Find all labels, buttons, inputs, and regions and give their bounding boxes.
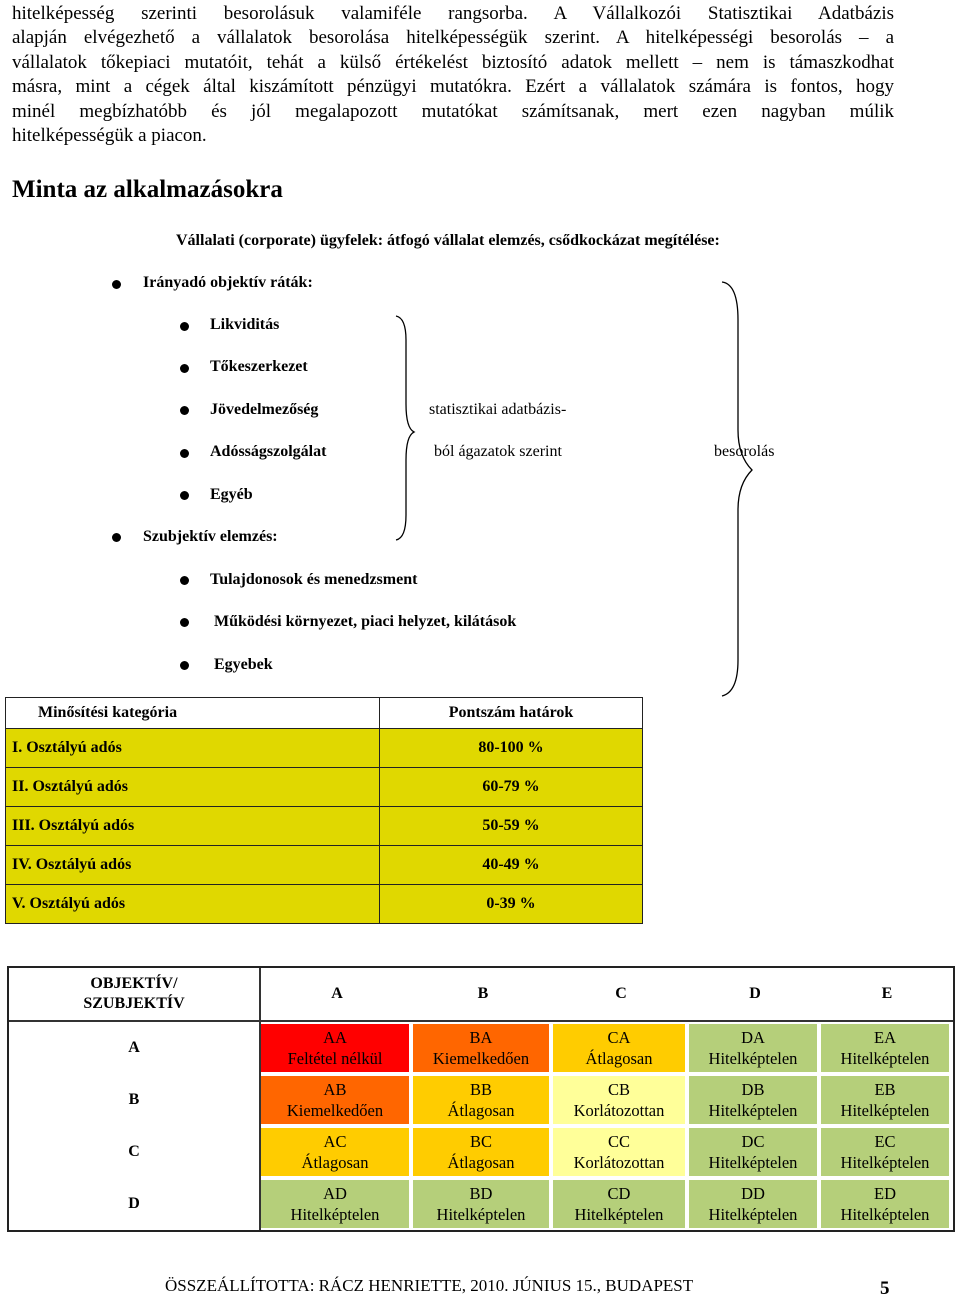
objective-item: Adósságszolgálat (210, 443, 327, 460)
matrix-cell (413, 1074, 553, 1126)
cell-code: DD (741, 1184, 765, 1203)
matrix-cell (689, 1074, 821, 1126)
footer-credit (165, 1276, 693, 1296)
objective-item: Egyéb (210, 486, 253, 503)
header-category: Minősítési kategória (6, 698, 380, 729)
matrix-cell-box (553, 1180, 685, 1228)
cell-code: DA (741, 1028, 765, 1047)
matrix-col-header: D (689, 968, 821, 1022)
cell-text: Hitelképtelen (840, 1205, 930, 1224)
matrix-cell (413, 1126, 553, 1178)
score-cell: 0-39 % (380, 885, 643, 924)
category-cell: II. Osztályú adós (6, 768, 380, 807)
subjective-item: Működési környezet, piaci helyzet, kilátások (214, 613, 517, 630)
matrix-cell (553, 1126, 689, 1178)
cell-code: EB (874, 1080, 896, 1099)
cell-code: AD (323, 1184, 347, 1203)
objective-label: Irányadó objektív ráták: (143, 274, 313, 291)
matrix-cell (821, 1126, 953, 1178)
rating-matrix (7, 966, 955, 1232)
cell-text: Átlagosan (447, 1153, 515, 1172)
cell-text: Hitelképtelen (708, 1153, 798, 1172)
matrix-cell-box (689, 1128, 817, 1176)
matrix-cell (821, 1022, 953, 1074)
intro-line: hitelképesség szerinti besorolásuk valamiféle rangsorba. A Vállalkozói Statisztikai Adatbázis (12, 3, 894, 24)
matrix-row-label: D (9, 1178, 261, 1230)
right-brace (722, 282, 752, 696)
cell-code: EC (874, 1132, 896, 1151)
score-cell: 80-100 % (380, 729, 643, 768)
matrix-cell (821, 1178, 953, 1230)
result-label: besorolás (714, 443, 775, 460)
matrix-cell-box (413, 1128, 549, 1176)
matrix-cell (261, 1074, 413, 1126)
cell-code: ED (874, 1184, 896, 1203)
subjective-item: Egyebek (214, 656, 273, 673)
matrix-row (9, 1126, 953, 1178)
cell-code: AA (323, 1028, 347, 1047)
table-header-row (6, 698, 643, 729)
cell-code: BB (469, 1080, 492, 1099)
matrix-col-header: B (413, 968, 553, 1022)
cell-text: Hitelképtelen (574, 1205, 664, 1224)
cell-code: BD (469, 1184, 493, 1203)
score-cell: 40-49 % (380, 846, 643, 885)
cell-text: Korlátozottan (573, 1153, 665, 1172)
header-score: Pontszám határok (380, 698, 643, 729)
cell-code: CD (607, 1184, 631, 1203)
score-cell: 50-59 % (380, 807, 643, 846)
cell-text: Hitelképtelen (708, 1101, 798, 1120)
matrix-cell-box (553, 1076, 685, 1124)
intro-line: hitelképességük a piacon. (12, 125, 207, 147)
intro-line: másra, mint a cégek által kiszámított pénzügyi mutatókra. Ezért a vállalatok számára is fontos, hogy (12, 76, 894, 98)
matrix-cell-box (821, 1180, 949, 1228)
cell-text: Hitelképtelen (840, 1153, 930, 1172)
cell-text: Kiemelkedően (286, 1101, 384, 1120)
subjective-label: Szubjektív elemzés: (143, 528, 278, 545)
matrix-cell (689, 1126, 821, 1178)
matrix-row (9, 1178, 953, 1230)
objective-item: Tőkeszerkezet (210, 358, 308, 375)
matrix-cell-box (553, 1024, 685, 1072)
category-cell: IV. Osztályú adós (6, 846, 380, 885)
corner-line: OBJEKTÍV/ (90, 975, 178, 992)
subjective-item: Tulajdonosok és menedzsment (210, 571, 418, 588)
rating-table (5, 697, 643, 924)
matrix-row-label: B (9, 1074, 261, 1126)
cell-code: BA (469, 1028, 493, 1047)
matrix-cell-box (689, 1024, 817, 1072)
category-cell: III. Osztályú adós (6, 807, 380, 846)
matrix-cell (261, 1022, 413, 1074)
matrix-header-row (9, 968, 953, 1022)
matrix-cell-box (413, 1024, 549, 1072)
cell-text: Hitelképtelen (436, 1205, 526, 1224)
intro-line: alapján elvégezhető a vállalatok besorolása hitelképességük szerint. A hitelképességi besorolás – a (12, 27, 894, 49)
page-number: 5 (880, 1278, 890, 1299)
stat-text-line2: ból ágazatok szerint (434, 443, 562, 460)
matrix-cell-box (261, 1128, 409, 1176)
matrix-cell-box (261, 1076, 409, 1124)
matrix-cell (553, 1074, 689, 1126)
section-heading: Minta az alkalmazásokra (12, 176, 283, 203)
cell-code: AC (323, 1132, 347, 1151)
objective-item: Likviditás (210, 316, 280, 333)
cell-text: Átlagosan (301, 1153, 369, 1172)
table-row (6, 846, 643, 885)
table-row (6, 768, 643, 807)
table-row (6, 729, 643, 768)
cell-code: DB (741, 1080, 765, 1099)
matrix-cell (689, 1022, 821, 1074)
table-row (6, 885, 643, 924)
cell-text: Átlagosan (585, 1049, 653, 1068)
matrix-cell (261, 1178, 413, 1230)
category-cell: V. Osztályú adós (6, 885, 380, 924)
matrix-cell (553, 1022, 689, 1074)
intro-line: vállalatok tőkepiaci mutatóit, tehát a külső értékelést biztosító adatok mellett – nem is támaszkodhat (12, 51, 894, 73)
matrix-cell (821, 1074, 953, 1126)
table-row (6, 807, 643, 846)
matrix-cell-box (821, 1076, 949, 1124)
matrix-cell (413, 1022, 553, 1074)
matrix-cell-box (553, 1128, 685, 1176)
cell-code: DC (741, 1132, 765, 1151)
matrix-cell-box (413, 1180, 549, 1228)
cell-code: BC (469, 1132, 492, 1151)
matrix-cell-box (261, 1024, 409, 1072)
stat-text-line1: statisztikai adatbázis- (429, 401, 567, 418)
cell-text: Hitelképtelen (840, 1101, 930, 1120)
matrix-row (9, 1022, 953, 1074)
intro-line: minél megbízhatóbb és jól megalapozott mutatókat számítsanak, mert ezen nagyban múlik (12, 100, 894, 122)
cell-code: AB (323, 1080, 347, 1099)
cell-code: CC (607, 1132, 630, 1151)
matrix-cell-box (821, 1024, 949, 1072)
left-brace (396, 316, 414, 540)
matrix-row (9, 1074, 953, 1126)
category-cell: I. Osztályú adós (6, 729, 380, 768)
cell-code: CB (607, 1080, 630, 1099)
cell-text: Hitelképtelen (290, 1205, 380, 1224)
cell-code: EA (874, 1028, 896, 1047)
cell-text: Feltétel nélkül (287, 1049, 383, 1068)
cell-text: Hitelképtelen (840, 1049, 930, 1068)
matrix-row-label: C (9, 1126, 261, 1178)
matrix-cell (689, 1178, 821, 1230)
matrix-col-header: E (821, 968, 953, 1022)
cell-code: CA (607, 1028, 631, 1047)
cell-text: Átlagosan (447, 1101, 515, 1120)
corner-line: SZUBJEKTÍV (83, 995, 185, 1012)
matrix-cell (261, 1126, 413, 1178)
matrix-col-header: A (261, 968, 413, 1022)
diagram-subtitle: Vállalati (corporate) ügyfelek: átfogó vállalat elemzés, csődkockázat megítélése: (176, 232, 720, 249)
score-cell: 60-79 % (380, 768, 643, 807)
objective-item: Jövedelmezőség (210, 401, 319, 418)
matrix-col-header: C (553, 968, 689, 1022)
matrix-cell (413, 1178, 553, 1230)
matrix-cell-box (689, 1076, 817, 1124)
cell-text: Hitelképtelen (708, 1049, 798, 1068)
matrix-cell-box (689, 1180, 817, 1228)
footer-text: ÖSSZEÁLLÍTOTTA: RÁCZ HENRIETTE, 2010. JÚNIUS 15., BUDAPEST (165, 1276, 694, 1295)
matrix-row-label: A (9, 1022, 261, 1074)
cell-text: Hitelképtelen (708, 1205, 798, 1224)
matrix-body (9, 1022, 953, 1230)
matrix-cell (553, 1178, 689, 1230)
matrix-cell-box (261, 1180, 409, 1228)
cell-text: Korlátozottan (573, 1101, 665, 1120)
matrix-corner (9, 968, 261, 1022)
cell-text: Kiemelkedően (432, 1049, 530, 1068)
matrix-cell-box (821, 1128, 949, 1176)
matrix-cell-box (413, 1076, 549, 1124)
